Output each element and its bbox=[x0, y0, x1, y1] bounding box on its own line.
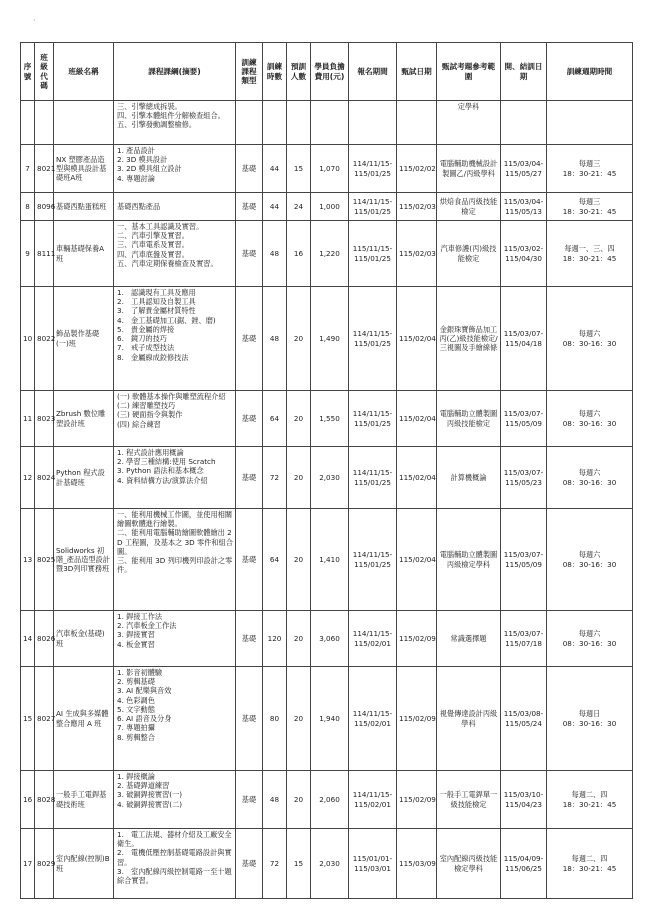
fee-cell: 1,070 bbox=[311, 145, 349, 193]
seq-cell: 13 bbox=[21, 509, 35, 611]
exam-date-cell: 115/02/04 bbox=[397, 287, 437, 391]
code-cell: 8025 bbox=[35, 509, 54, 611]
class-name-cell: Python 程式設計基礎班 bbox=[54, 447, 114, 509]
seq-cell: 14 bbox=[21, 611, 35, 667]
people-cell: 20 bbox=[287, 447, 311, 509]
exam-ref-cell: 烘焙食品丙級技能檢定 bbox=[437, 193, 501, 221]
type-cell: 基礎 bbox=[236, 447, 263, 509]
syllabus-cell: 三、引擎總成拆裝。 四、引擎本體組件分解檢查組合。 五、引擎發動調整檢修。 bbox=[114, 101, 236, 145]
fee-cell: 2,060 bbox=[311, 771, 349, 829]
train-period-cell: 115/04/09-115/06/25 bbox=[501, 829, 547, 899]
code-cell: 8022 bbox=[35, 287, 54, 391]
code-cell: 8024 bbox=[35, 447, 54, 509]
exam-date-cell: 115/02/03 bbox=[397, 221, 437, 287]
fee-cell: 1,000 bbox=[311, 193, 349, 221]
exam-ref-cell: 汽車修護(丙)級技能檢定 bbox=[437, 221, 501, 287]
code-cell: 8029 bbox=[35, 829, 54, 899]
reg-period-cell: 115/11/15-115/01/25 bbox=[349, 221, 397, 287]
table-row bbox=[21, 667, 633, 771]
train-period-cell: 115/03/02-115/04/30 bbox=[501, 221, 547, 287]
exam-ref-cell: 一般手工電銲單一級技能檢定 bbox=[437, 771, 501, 829]
code-cell: 8111 bbox=[35, 221, 54, 287]
train-period-cell: 115/03/07-115/05/23 bbox=[501, 447, 547, 509]
class-name-cell: 基礎西點蛋糕班 bbox=[54, 193, 114, 221]
table-row bbox=[21, 447, 633, 509]
exam-date-cell: 115/02/02 bbox=[397, 145, 437, 193]
syllabus-cell: 1. 程式設計應用概論 2. 學習三種結構:使用 Scratch 3. Python 語法和基本概念 4. 資料結構方法/演算法介紹 bbox=[114, 447, 236, 509]
train-time-cell: 每週三 18：30-21：45 bbox=[547, 193, 633, 221]
train-time-cell: 每週六 08：30-16：30 bbox=[547, 447, 633, 509]
train-time-cell: 每週六 08：30-16：30 bbox=[547, 391, 633, 447]
reg-period-cell: 114/11/15-115/01/25 bbox=[349, 287, 397, 391]
exam-ref-cell: 室內配線丙級技能檢定學科 bbox=[437, 829, 501, 899]
train-time-cell: 每週二、四 18：30-21：45 bbox=[547, 829, 633, 899]
code-cell: 8027 bbox=[35, 667, 54, 771]
table-row bbox=[21, 509, 633, 611]
class-name-cell: Solidworks 初階_產品造型設計暨3D列印實務班 bbox=[54, 509, 114, 611]
train-time-cell: 每週一、三、四 18：30-21：45 bbox=[547, 221, 633, 287]
reg-period-cell: 114/11/15-115/02/01 bbox=[349, 611, 397, 667]
fee-cell: 2,030 bbox=[311, 829, 349, 899]
train-time-cell: 每週日 08：30-16：30 bbox=[547, 667, 633, 771]
fee-cell: 2,030 bbox=[311, 447, 349, 509]
fee-cell: 1,550 bbox=[311, 391, 349, 447]
header-ref: 甄試考題參考範圍 bbox=[437, 43, 501, 101]
fee-cell: 3,060 bbox=[311, 611, 349, 667]
class-name-cell: 室內配線(控制)B班 bbox=[54, 829, 114, 899]
exam-ref-cell: 常識選擇題 bbox=[437, 611, 501, 667]
header-type: 訓練課程類型 bbox=[236, 43, 263, 101]
code-cell: 8096 bbox=[35, 193, 54, 221]
table-row bbox=[21, 829, 633, 899]
exam-date-cell: 115/02/09 bbox=[397, 611, 437, 667]
people-cell: 20 bbox=[287, 667, 311, 771]
code-cell: 8021 bbox=[35, 145, 54, 193]
train-time-cell: 每週三 18：30-21：45 bbox=[547, 145, 633, 193]
exam-ref-cell: 電腦輔助立體製圖丙級檢定學科 bbox=[437, 509, 501, 611]
train-period-cell: 115/03/07-115/04/18 bbox=[501, 287, 547, 391]
syllabus-cell: 基礎西點產品 bbox=[114, 193, 236, 221]
code-cell: 8028 bbox=[35, 771, 54, 829]
train-time-cell: 每週六 08：30-16：30 bbox=[547, 509, 633, 611]
hours-cell: 72 bbox=[263, 829, 287, 899]
reg-period-cell: 114/11/15-115/01/25 bbox=[349, 447, 397, 509]
exam-date-cell: 115/03/09 bbox=[397, 829, 437, 899]
reg-period-cell: 114/11/15-115/01/25 bbox=[349, 193, 397, 221]
exam-date-cell: 115/02/04 bbox=[397, 391, 437, 447]
people-cell: 20 bbox=[287, 287, 311, 391]
header-reg: 報名期間 bbox=[349, 43, 397, 101]
table-row bbox=[21, 391, 633, 447]
train-period-cell: 115/03/04-115/05/27 bbox=[501, 145, 547, 193]
syllabus-cell: 1. 影音初體驗 2. 剪輯基礎 3. AI 配樂與音效 4. 色彩調色 5. 文字動態 6. AI 語音及分身 7. 專題拍攝 8. 剪輯整合 bbox=[114, 667, 236, 771]
class-name-cell: NX 塑膠產品造型與模具設計基礎班A班 bbox=[54, 145, 114, 193]
fee-cell: 1,410 bbox=[311, 509, 349, 611]
syllabus-cell: 1. 認識現有工具及應用 2. 工具認知及自製工具 3. 了解貴金屬材質特性 4. 金工基礎加工(鋸、銼、磨) 5. 貴金屬的焊接 6. 鏡刀的技巧 7. 戒子成型技法 8. 金屬線成鉸修技法 bbox=[114, 287, 236, 391]
header-hours: 訓練時數 bbox=[263, 43, 287, 101]
ref-cell: 定學科 bbox=[437, 101, 501, 145]
exam-date-cell: 115/02/09 bbox=[397, 667, 437, 771]
type-cell: 基礎 bbox=[236, 667, 263, 771]
hours-cell: 48 bbox=[263, 287, 287, 391]
syllabus-cell: 一、能利用機械工作圖，並使用相關繪圖軟體進行繪製。 二、能利用電腦輔助繪圖軟體繪出 2 D 工程圖，及基本之 3D 零件和組合圖。 三、能利用 3D 列印機列印設計之零件。 bbox=[114, 509, 236, 611]
reg-period-cell: 114/11/15-115/02/01 bbox=[349, 771, 397, 829]
type-cell: 基礎 bbox=[236, 391, 263, 447]
seq-cell: 17 bbox=[21, 829, 35, 899]
seq-cell: 16 bbox=[21, 771, 35, 829]
hours-cell: 80 bbox=[263, 667, 287, 771]
hours-cell: 48 bbox=[263, 221, 287, 287]
syllabus-cell: 1. 銲接概論 2. 基礎銲道練習 3. 破銅銲接實習(一) 4. 破銅銲接實習(二) bbox=[114, 771, 236, 829]
course-table bbox=[20, 42, 633, 899]
train-period-cell: 115/03/07-115/05/09 bbox=[501, 509, 547, 611]
exam-ref-cell: 計算機概論 bbox=[437, 447, 501, 509]
type-cell: 基礎 bbox=[236, 829, 263, 899]
reg-period-cell: 114/11/15-115/02/01 bbox=[349, 667, 397, 771]
table-row bbox=[21, 221, 633, 287]
train-period-cell: 115/03/07-115/07/18 bbox=[501, 611, 547, 667]
people-cell: 24 bbox=[287, 193, 311, 221]
class-name-cell: Zbrush 數位雕塑設計班 bbox=[54, 391, 114, 447]
hours-cell: 48 bbox=[263, 771, 287, 829]
header-fee: 學員負擔費用(元) bbox=[311, 43, 349, 101]
seq-cell: 8 bbox=[21, 193, 35, 221]
seq-cell: 9 bbox=[21, 221, 35, 287]
reg-period-cell: 114/11/15-115/01/25 bbox=[349, 391, 397, 447]
type-cell: 基礎 bbox=[236, 771, 263, 829]
people-cell: 20 bbox=[287, 611, 311, 667]
train-time-cell: 每週六 08：30-16：30 bbox=[547, 287, 633, 391]
class-name-cell: AI 生成與多媒體整合應用 A 班 bbox=[54, 667, 114, 771]
exam-date-cell: 115/02/03 bbox=[397, 193, 437, 221]
syllabus-cell: 1. 銲接工作法 2. 汽車板金工作法 3. 銲接實習 4. 板金實習 bbox=[114, 611, 236, 667]
people-cell: 16 bbox=[287, 221, 311, 287]
hours-cell: 120 bbox=[263, 611, 287, 667]
class-name-cell: 一般手工電銲基礎技術班 bbox=[54, 771, 114, 829]
class-name-cell: 車輛基礎保養A班 bbox=[54, 221, 114, 287]
header-period: 開、結訓日期 bbox=[501, 43, 547, 101]
train-time-cell: 每週二、四 18：30-21：45 bbox=[547, 771, 633, 829]
class-name-cell: 汽車板金(基礎)班 bbox=[54, 611, 114, 667]
header-people: 預訓人數 bbox=[287, 43, 311, 101]
fee-cell: 1,490 bbox=[311, 287, 349, 391]
train-period-cell: 115/03/08-115/05/24 bbox=[501, 667, 547, 771]
table-row bbox=[21, 287, 633, 391]
type-cell: 基礎 bbox=[236, 509, 263, 611]
reg-period-cell: 114/11/15-115/01/25 bbox=[349, 145, 397, 193]
exam-date-cell: 115/02/09 bbox=[397, 771, 437, 829]
syllabus-cell: 1. 電工法規、器材介紹及工廠安全衛生。 2. 電機低壓控制基礎電路設計與實習。 3. 室內配線丙級控制電路一至十題綜合實習。 bbox=[114, 829, 236, 899]
type-cell: 基礎 bbox=[236, 193, 263, 221]
hours-cell: 44 bbox=[263, 193, 287, 221]
code-cell: 8026 bbox=[35, 611, 54, 667]
header-name: 班級名稱 bbox=[54, 43, 114, 101]
header-time: 訓練週期時間 bbox=[547, 43, 633, 101]
type-cell: 基礎 bbox=[236, 287, 263, 391]
exam-ref-cell: 視覺傳達設計丙級學科 bbox=[437, 667, 501, 771]
type-cell: 基礎 bbox=[236, 221, 263, 287]
train-period-cell: 115/03/10-115/04/23 bbox=[501, 771, 547, 829]
exam-date-cell: 115/02/04 bbox=[397, 447, 437, 509]
train-time-cell: 每週六 08：30-16：30 bbox=[547, 611, 633, 667]
train-period-cell: 115/03/04-115/05/13 bbox=[501, 193, 547, 221]
people-cell: 20 bbox=[287, 509, 311, 611]
exam-date-cell: 115/02/04 bbox=[397, 509, 437, 611]
exam-ref-cell: 金銀珠寶飾品加工丙(乙)級技能檢定/三視圖及手繪線條 bbox=[437, 287, 501, 391]
exam-ref-cell: 電腦輔助立體製圖丙級技能檢定 bbox=[437, 391, 501, 447]
exam-ref-cell: 電腦輔助機械設計製圖乙/丙級學科 bbox=[437, 145, 501, 193]
seq-cell: 12 bbox=[21, 447, 35, 509]
table-row bbox=[21, 771, 633, 829]
people-cell: 20 bbox=[287, 771, 311, 829]
type-cell: 基礎 bbox=[236, 611, 263, 667]
table-row bbox=[21, 193, 633, 221]
seq-cell: 10 bbox=[21, 287, 35, 391]
class-name-cell: 飾品製作基礎(一)班 bbox=[54, 287, 114, 391]
seq-cell: 7 bbox=[21, 145, 35, 193]
people-cell: 15 bbox=[287, 145, 311, 193]
hours-cell: 44 bbox=[263, 145, 287, 193]
syllabus-cell: (一) 軟體基本操作與雕塑流程介紹 (二) 練習雕塑技巧 (三) 硬面指令與製作 (四) 綜合練習 bbox=[114, 391, 236, 447]
train-period-cell: 115/03/07-115/05/09 bbox=[501, 391, 547, 447]
header-syllabus: 課程課綱(摘要) bbox=[114, 43, 236, 101]
seq-cell: 11 bbox=[21, 391, 35, 447]
seq-cell: 15 bbox=[21, 667, 35, 771]
header-code: 班級代碼 bbox=[35, 43, 54, 101]
code-cell: 8023 bbox=[35, 391, 54, 447]
header-seq: 序號 bbox=[21, 43, 35, 101]
type-cell: 基礎 bbox=[236, 145, 263, 193]
people-cell: 20 bbox=[287, 391, 311, 447]
hours-cell: 64 bbox=[263, 509, 287, 611]
header-exam: 甄試日期 bbox=[397, 43, 437, 101]
scan-mark: · bbox=[33, 16, 36, 25]
table-row bbox=[21, 611, 633, 667]
table-row-continuation bbox=[21, 101, 633, 145]
table-row bbox=[21, 145, 633, 193]
syllabus-cell: 一、基本工具認識及實習。 二、汽車引擎及實習。 三、汽車電系及實習。 四、汽車底盤及實習。 五、汽車定期保養檢查及實習。 bbox=[114, 221, 236, 287]
reg-period-cell: 115/01/01-115/03/01 bbox=[349, 829, 397, 899]
syllabus-cell: 1. 產品設計 2. 3D 模具設計 3. 2D 模具組立設計 4. 專題討論 bbox=[114, 145, 236, 193]
hours-cell: 72 bbox=[263, 447, 287, 509]
fee-cell: 1,220 bbox=[311, 221, 349, 287]
hours-cell: 64 bbox=[263, 391, 287, 447]
reg-period-cell: 114/11/15-115/01/25 bbox=[349, 509, 397, 611]
header-row bbox=[21, 43, 633, 101]
people-cell: 15 bbox=[287, 829, 311, 899]
fee-cell: 1,940 bbox=[311, 667, 349, 771]
